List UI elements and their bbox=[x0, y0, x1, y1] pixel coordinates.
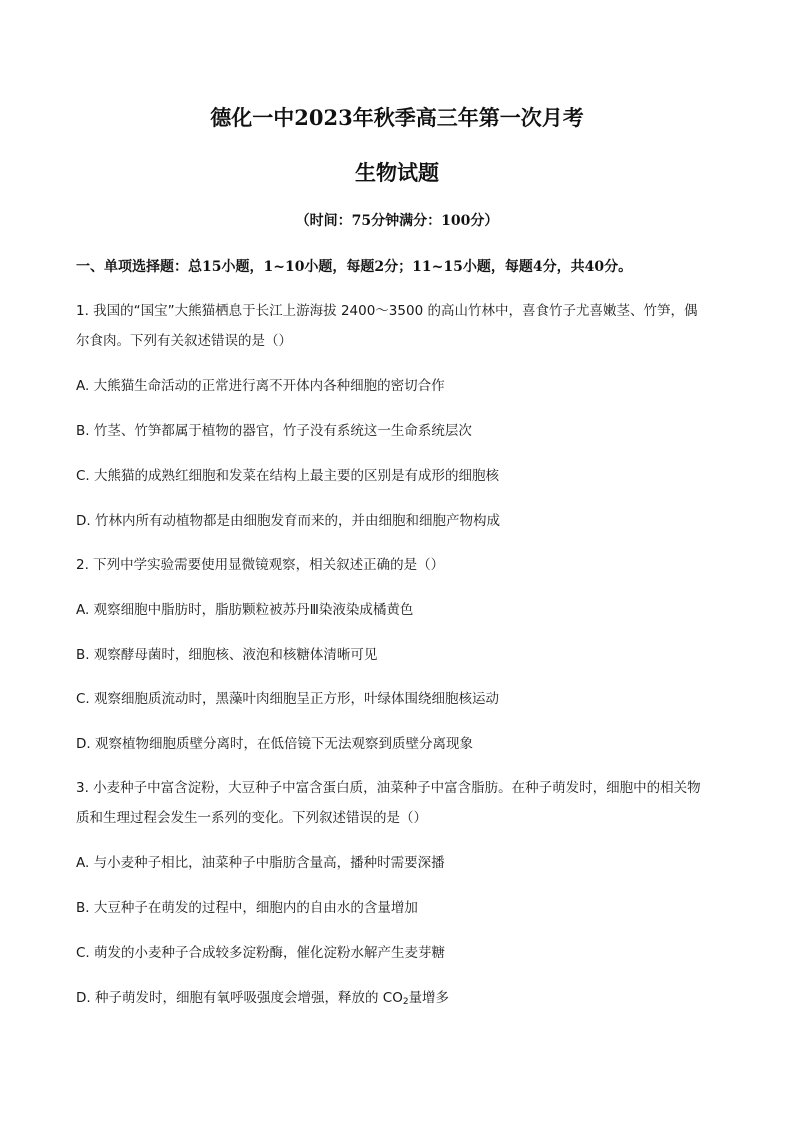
question-1-stem-line-2: 尔食肉。下列有关叙述错误的是（） bbox=[76, 333, 292, 349]
question-3-option-a: A. 与小麦种子相比，油菜种子中脂肪含量高，播种时需要深播 bbox=[76, 855, 445, 871]
exam-school-title: 德化一中2023年秋季高三年第一次月考 bbox=[210, 105, 584, 130]
question-3-option-d bbox=[76, 983, 449, 1017]
question-2 bbox=[76, 550, 726, 580]
question-3 bbox=[76, 773, 726, 833]
question-3-stem-line-2: 质和生理过程会发生一系列的变化。下列叙述错误的是（） bbox=[76, 810, 427, 826]
question-3-stem-line-1: 3. 小麦种子中富含淀粉，大豆种子中富含蛋白质，油菜种子中富含脂肪。在种子萌发时，细胞中的相关物 bbox=[76, 780, 701, 796]
question-1-option-d: D. 竹林内所有动植物都是由细胞发育而来的，并由细胞和细胞产物构成 bbox=[76, 513, 500, 529]
question-2-option-a: A. 观察细胞中脂肪时，脂肪颗粒被苏丹Ⅲ染液染成橘黄色 bbox=[76, 602, 414, 618]
exam-subject-title: 生物试题 bbox=[355, 160, 439, 185]
question-1-option-b: B. 竹茎、竹笋都属于植物的器官，竹子没有系统这一生命系统层次 bbox=[76, 423, 472, 439]
question-2-option-d: D. 观察植物细胞质壁分离时，在低倍镜下无法观察到质壁分离现象 bbox=[76, 736, 473, 752]
section-heading-single-choice: 一、单项选择题：总15小题，1~10小题，每题2分；11~15小题，每题4分，共40分。 bbox=[76, 259, 633, 275]
question-3-option-d-subscript: 2 bbox=[402, 997, 409, 1007]
question-3-option-b: B. 大豆种子在萌发的过程中，细胞内的自由水的含量增加 bbox=[76, 900, 418, 916]
exam-time-info: （时间：75分钟满分：100分） bbox=[295, 213, 499, 229]
question-3-option-d-suffix: 量增多 bbox=[408, 990, 450, 1006]
question-3-option-d-text: D. 种子萌发时，细胞有氧呼吸强度会增强，释放的 CO bbox=[76, 990, 403, 1006]
question-1-stem-line-1: 1. 我国的“国宝”大熊猫栖息于长江上游海拔 2400～3500 的高山竹林中，喜食竹子尤喜嫩茎、竹笋，偶 bbox=[76, 303, 698, 319]
question-2-option-c: C. 观察细胞质流动时，黑藻叶肉细胞呈正方形，叶绿体围绕细胞核运动 bbox=[76, 691, 500, 707]
question-2-stem-line-1: 2. 下列中学实验需要使用显微镜观察，相关叙述正确的是（） bbox=[76, 557, 445, 573]
question-2-option-b: B. 观察酵母菌时，细胞核、液泡和核糖体清晰可见 bbox=[76, 647, 378, 663]
question-1 bbox=[76, 296, 726, 356]
question-1-option-a: A. 大熊猫生命活动的正常进行离不开体内各种细胞的密切合作 bbox=[76, 378, 445, 394]
question-3-option-c: C. 萌发的小麦种子合成较多淀粉酶，催化淀粉水解产生麦芽糖 bbox=[76, 945, 446, 961]
question-1-option-c: C. 大熊猫的成熟红细胞和发菜在结构上最主要的区别是有成形的细胞核 bbox=[76, 468, 500, 484]
